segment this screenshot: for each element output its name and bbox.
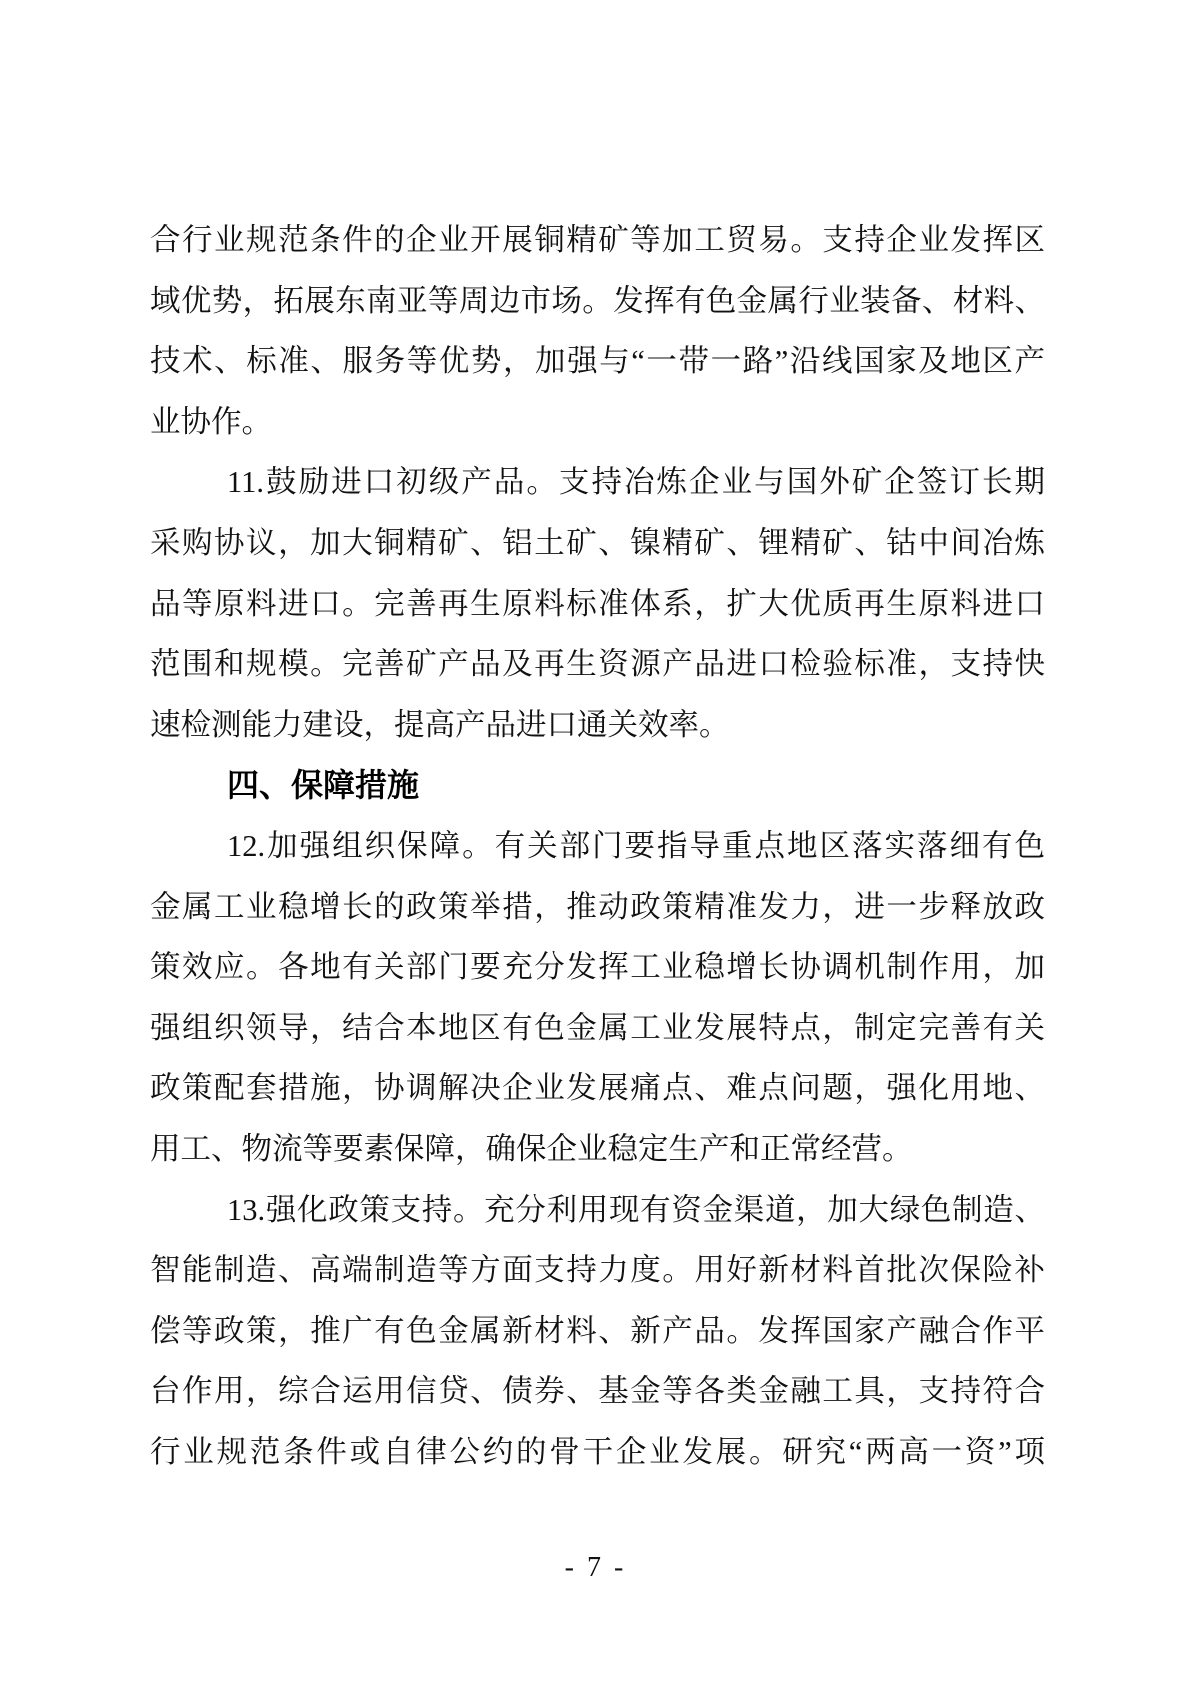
text-line: 12.加强组织保障。有关部门要指导重点地区落实落细有色 [227, 828, 1045, 863]
section-heading: 四、保障措施 [227, 767, 420, 804]
text-line: 业协作。 [150, 404, 272, 439]
text-line: 采购协议，加大铜精矿、铝土矿、镍精矿、锂精矿、钴中间冶炼 [150, 525, 1045, 560]
text-line: 速检测能力建设，提高产品进口通关效率。 [150, 707, 730, 742]
text-line: 策效应。各地有关部门要充分发挥工业稳增长协调机制作用，加 [150, 950, 1045, 985]
text-line: 政策配套措施，协调解决企业发展痛点、难点问题，强化用地、 [150, 1071, 1045, 1106]
text-line: 智能制造、高端制造等方面支持力度。用好新材料首批次保险补 [150, 1253, 1045, 1288]
text-line: 11.鼓励进口初级产品。支持冶炼企业与国外矿企签订长期 [227, 465, 1045, 500]
text-line: 行业规范条件或自律公约的骨干企业发展。研究“两高一资”项 [150, 1434, 1045, 1469]
text-line: 强组织领导，结合本地区有色金属工业发展特点，制定完善有关 [150, 1010, 1045, 1045]
text-line: 金属工业稳增长的政策举措，推动政策精准发力，进一步释放政 [150, 889, 1045, 924]
text-line: 13.强化政策支持。充分利用现有资金渠道，加大绿色制造、 [227, 1192, 1045, 1227]
text-line: 范围和规模。完善矿产品及再生资源产品进口检验标准，支持快 [150, 647, 1045, 682]
page-number: - 7 - [564, 1552, 627, 1583]
text-block [150, 210, 1045, 1482]
text-line: 域优势，拓展东南亚等周边市场。发挥有色金属行业装备、材料、 [150, 283, 1045, 318]
text-line: 合行业规范条件的企业开展铜精矿等加工贸易。支持企业发挥区 [150, 223, 1045, 257]
text-line: 用工、物流等要素保障，确保企业稳定生产和正常经营。 [150, 1131, 913, 1166]
text-line: 台作用，综合运用信贷、债券、基金等各类金融工具，支持符合 [150, 1374, 1045, 1409]
text-line: 偿等政策，推广有色金属新材料、新产品。发挥国家产融合作平 [150, 1313, 1045, 1348]
text-line: 品等原料进口。完善再生原料标准体系，扩大优质再生原料进口 [150, 586, 1045, 621]
text-line: 技术、标准、服务等优势，加强与“一带一路”沿线国家及地区产 [150, 344, 1045, 379]
